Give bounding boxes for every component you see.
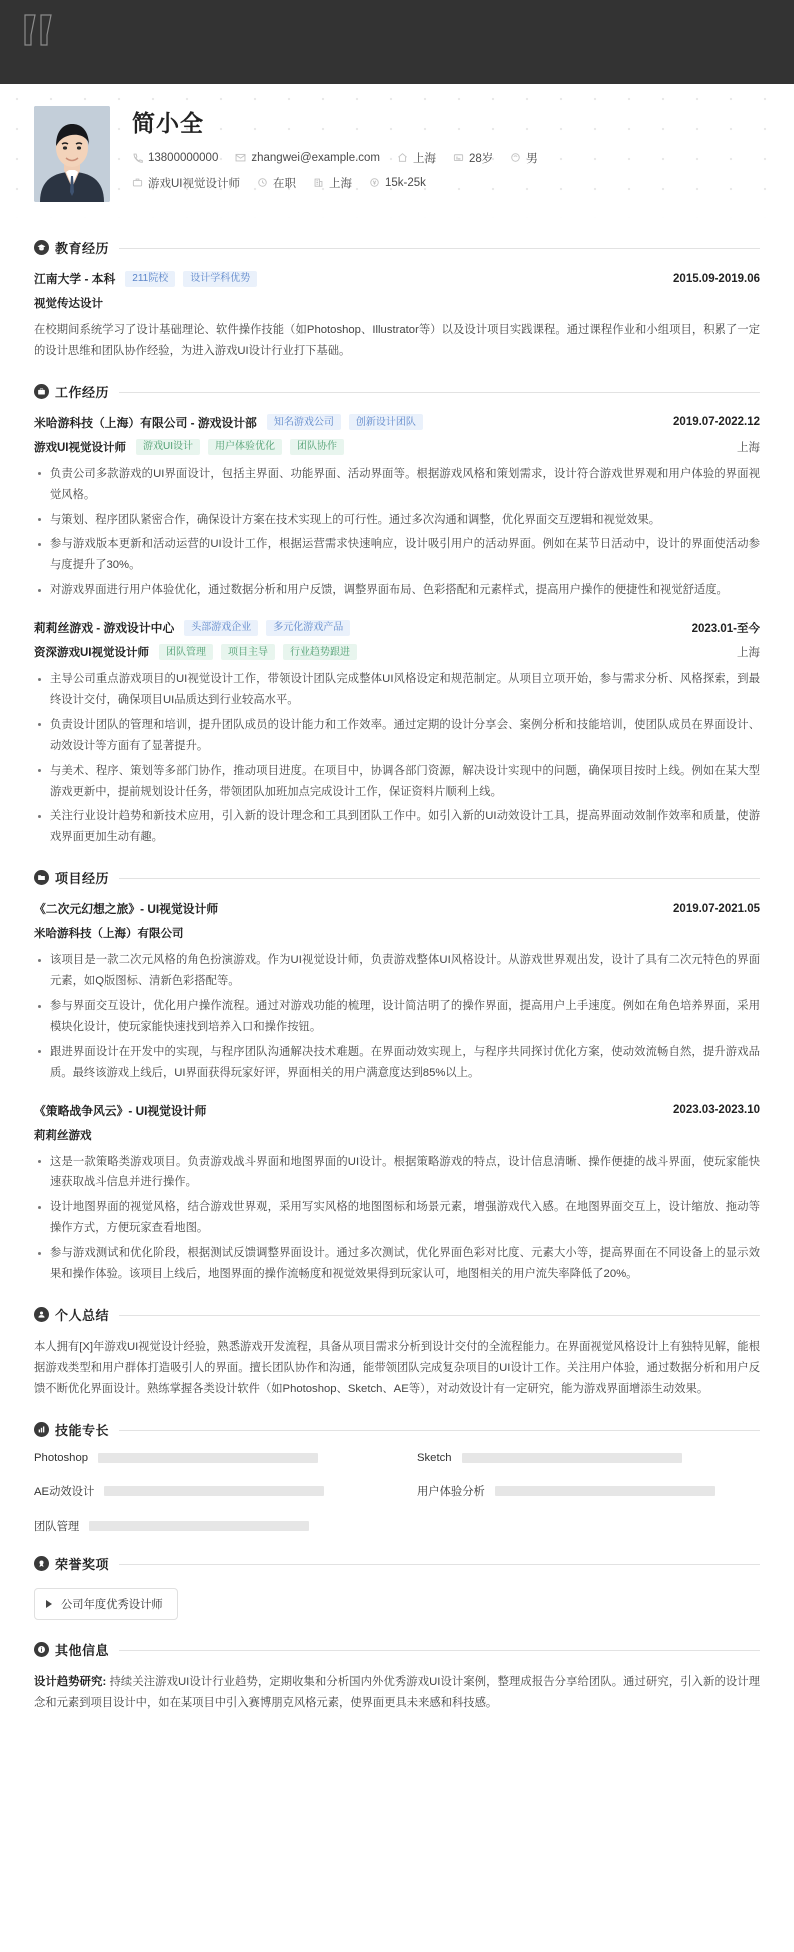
- education-entry: [34, 270, 760, 362]
- work-location: 上海: [737, 647, 760, 660]
- skill-item: [34, 1518, 377, 1534]
- quote-mark-icon: [22, 13, 60, 47]
- education-school: 江南大学 - 本科: [34, 272, 116, 286]
- award-icon: [34, 1556, 49, 1571]
- work-entry: [34, 619, 760, 848]
- project-bullet: 跟进界面设计在开发中的实现，与程序团队沟通解决技术难题。在界面动效实现上，与程序共同探讨优化方案，使动效流畅自然，提升游戏品质。最终该游戏上线后，UI界面获得玩家好评，界面相关的用户满意度达到85%以上。: [34, 1042, 760, 1084]
- work-bullet: 参与游戏版本更新和活动运营的UI设计工作，根据运营需求快速响应，设计吸引用户的活动界面。例如在某节日活动中，设计的界面使活动参与度提升了30%。: [34, 534, 760, 576]
- project-name: 《策略战争风云》- UI视觉设计师: [34, 1103, 207, 1118]
- profile-header: [0, 84, 794, 218]
- chart-icon: [34, 1422, 49, 1437]
- work-bullet: 对游戏界面进行用户体验优化，通过数据分析和用户反馈，调整界面布局、色彩搭配和元素样式，提高用户操作的便捷性和视觉舒适度。: [34, 580, 760, 601]
- work-bullet: 主导公司重点游戏项目的UI视觉设计工作，带领设计团队完成整体UI风格设定和规范制定。从项目立项开始，参与需求分析、风格探索，到最终设计交付，确保项目UI品质达到行业较高水平。: [34, 669, 760, 711]
- meta-status: [257, 175, 296, 191]
- work-role-tag: 行业趋势跟进: [283, 644, 357, 660]
- meta-hometown: [397, 150, 436, 166]
- gender-icon: [510, 152, 521, 163]
- work-tag: 多元化游戏产品: [266, 620, 350, 636]
- skill-progress-track: [462, 1453, 682, 1463]
- meta-position: [132, 175, 240, 191]
- work-role-tag: 团队管理: [159, 644, 213, 660]
- meta-city-value: 上海: [329, 177, 352, 190]
- meta-phone-value: 13800000000: [148, 151, 219, 164]
- section-rule: [119, 248, 760, 249]
- project-entry: [34, 900, 760, 1083]
- section-header-education: [34, 238, 760, 257]
- summary-text: 本人拥有[X]年游戏UI视觉设计经验，熟悉游戏开发流程，具备从项目需求分析到设计交付的全流程能力。在界面视觉风格设计上有独特见解，能根据游戏类型和用户群体打造吸引人的界面。擅长团队协作和沟通，能带领团队完成复杂项目的UI设计工作。关注用户体验，通过数据分析和用户反馈不断优化界面设计。熟练掌握各类设计软件（如Photoshop、Sketch、AE等），对动效设计有一定研究，能为游戏界面增添生动效果。: [34, 1340, 760, 1395]
- salary-icon: [369, 177, 380, 188]
- meta-salary: [369, 177, 426, 189]
- mail-icon: [235, 152, 246, 163]
- work-company: 米哈游科技（上海）有限公司 - 游戏设计部: [34, 415, 257, 430]
- briefcase-icon: [132, 177, 143, 188]
- skill-label: Photoshop: [34, 1451, 89, 1464]
- meta-age: [453, 150, 493, 166]
- section-rule: [119, 1430, 760, 1431]
- work-date: 2023.01-至今: [691, 622, 760, 635]
- project-bullet-list: [34, 1152, 760, 1285]
- skill-item: [34, 1483, 377, 1499]
- briefcase-icon: [34, 384, 49, 399]
- skill-progress-track: [104, 1486, 324, 1496]
- work-role-tag: 团队协作: [290, 439, 344, 455]
- top-banner: [0, 0, 794, 84]
- section-title-project: 项目经历: [55, 871, 110, 887]
- skill-label: 团队管理: [34, 1520, 80, 1533]
- work-entry: [34, 414, 760, 601]
- project-bullet: 这是一款策略类游戏项目。负责游戏战斗界面和地图界面的UI设计。根据策略游戏的特点，设计信息清晰、操作便捷的战斗界面，使玩家能快速获取战斗信息并进行操作。: [34, 1152, 760, 1194]
- meta-age-value: 28岁: [469, 152, 494, 165]
- work-tag: 头部游戏企业: [184, 620, 258, 636]
- section-title-other: 其他信息: [55, 1642, 110, 1658]
- skill-label: 用户体验分析: [417, 1485, 485, 1498]
- work-bullet: 负责公司多款游戏的UI界面设计，包括主界面、功能界面、活动界面等。根据游戏风格和策划需求，设计符合游戏世界观和用户体验的界面视觉风格。: [34, 464, 760, 506]
- section-header-other: [34, 1640, 760, 1659]
- meta-phone: [132, 152, 218, 164]
- work-bullet: 与策划、程序团队紧密合作，确保设计方案在技术实现上的可行性。通过多次沟通和调整，优化界面交互逻辑和视觉效果。: [34, 510, 760, 531]
- work-company: 莉莉丝游戏 - 游戏设计中心: [34, 621, 175, 636]
- project-date: 2019.07-2021.05: [673, 902, 760, 915]
- section-title-skills: 技能专长: [55, 1422, 110, 1438]
- project-entry: [34, 1102, 760, 1285]
- contact-meta-row-2: [132, 175, 555, 191]
- section-rule: [119, 1650, 760, 1651]
- work-tag: 创新设计团队: [349, 414, 423, 430]
- section-rule: [119, 392, 760, 393]
- other-info-label: 设计趋势研究:: [34, 1675, 107, 1688]
- project-date: 2023.03-2023.10: [673, 1104, 760, 1117]
- project-bullet: 该项目是一款二次元风格的角色扮演游戏。作为UI视觉设计师，负责游戏整体UI风格设计。从游戏世界观出发，设计了具有二次元特色的界面元素，如Q版图标、清新色彩搭配等。: [34, 950, 760, 992]
- section-title-work: 工作经历: [55, 384, 110, 400]
- avatar: [34, 106, 110, 202]
- work-tag: 知名游戏公司: [267, 414, 341, 430]
- project-bullet: 设计地图界面的视觉风格，结合游戏世界观，采用写实风格的地图图标和场景元素，增强游戏代入感。在地图界面交互上，设计缩放、拖动等操作方式，方便玩家查看地图。: [34, 1197, 760, 1239]
- honors-list: [34, 1586, 760, 1620]
- education-tag: 211院校: [125, 271, 175, 287]
- section-rule: [119, 1315, 760, 1316]
- meta-hometown-value: 上海: [413, 152, 437, 165]
- meta-email: [235, 152, 380, 164]
- meta-email-value: zhangwei@example.com: [251, 151, 381, 164]
- meta-gender-value: 男: [526, 152, 538, 165]
- meta-gender: [510, 150, 538, 166]
- id-card-icon: [453, 152, 464, 163]
- work-role-tag: 项目主导: [221, 644, 275, 660]
- status-icon: [257, 177, 268, 188]
- skill-item: [417, 1483, 760, 1499]
- project-company: 米哈游科技（上海）有限公司: [34, 928, 184, 941]
- other-info-text: 持续关注游戏UI设计行业趋势，定期收集和分析国内外优秀游戏UI设计案例，整理成报告分享给团队。通过研究，引入新的设计理念和元素到项目设计中，如在某项目中引入赛博朋克风格元素，使界面更具未来感和科技感。: [34, 1675, 760, 1709]
- work-role: 资深游戏UI视觉设计师: [34, 647, 149, 660]
- triangle-right-icon: [46, 1600, 52, 1608]
- project-bullet: 参与游戏测试和优化阶段，根据测试反馈调整界面设计。通过多次测试，优化界面色彩对比度、元素大小等，提高界面在不同设备上的显示效果和操作体验。该项目上线后，地图界面的操作流畅度和视觉效果得到玩家认可，地图相关的用户流失率降低了20%。: [34, 1243, 760, 1285]
- skill-progress-track: [89, 1521, 309, 1531]
- work-bullet: 负责设计团队的管理和培训，提升团队成员的设计能力和工作效率。通过定期的设计分享会、案例分析和技能培训，使团队成员在界面设计、动效设计等方面有了显著提升。: [34, 715, 760, 757]
- skills-grid: [34, 1452, 760, 1534]
- education-major: 视觉传达设计: [34, 298, 103, 310]
- contact-meta-row-1: [132, 150, 555, 166]
- section-header-skills: [34, 1420, 760, 1439]
- skill-progress-track: [495, 1486, 715, 1496]
- section-rule: [119, 1564, 760, 1565]
- honor-label: 公司年度优秀设计师: [61, 1598, 163, 1611]
- skill-item: [417, 1452, 760, 1464]
- project-bullet-list: [34, 950, 760, 1083]
- section-title-honors: 荣誉奖项: [55, 1556, 110, 1572]
- work-role-tag: 用户体验优化: [208, 439, 282, 455]
- education-description: 在校期间系统学习了设计基础理论、软件操作技能（如Photoshop、Illustrator等）以及设计项目实践课程。通过课程作业和小组项目，积累了一定的设计思维和团队协作经验，为进入游戏UI设计行业打下基础。: [34, 324, 760, 357]
- section-header-summary: [34, 1305, 760, 1324]
- section-header-honors: [34, 1554, 760, 1573]
- section-title-education: 教育经历: [55, 241, 110, 256]
- work-bullet-list: [34, 669, 760, 848]
- education-date: 2015.09-2019.06: [673, 272, 760, 285]
- section-title-summary: 个人总结: [55, 1307, 110, 1323]
- meta-city: [313, 175, 352, 191]
- project-name: 《二次元幻想之旅》- UI视觉设计师: [34, 902, 219, 917]
- honor-chip[interactable]: [34, 1588, 178, 1620]
- building-icon: [313, 177, 324, 188]
- work-bullet: 与美术、程序、策划等多部门协作，推动项目进度。在项目中，协调各部门资源，解决设计实现中的问题，确保项目按时上线。例如在某大型游戏更新中，提前规划设计任务，带领团队加班加点完成设计工作，保证资料片顺利上线。: [34, 761, 760, 803]
- meta-position-value: 游戏UI视觉设计师: [148, 177, 240, 190]
- phone-icon: [132, 152, 143, 163]
- section-header-project: [34, 868, 760, 887]
- work-location: 上海: [737, 441, 760, 454]
- folder-icon: [34, 870, 49, 885]
- work-bullet-list: [34, 464, 760, 601]
- meta-salary-value: 15k-25k: [385, 176, 426, 189]
- project-company: 莉莉丝游戏: [34, 1129, 92, 1142]
- section-header-work: [34, 382, 760, 401]
- meta-status-value: 在职: [273, 177, 296, 190]
- other-info-item: [34, 1672, 760, 1714]
- person-icon: [34, 1307, 49, 1322]
- education-tag: 设计学科优势: [183, 271, 257, 287]
- work-role-tag: 游戏UI设计: [136, 439, 200, 455]
- page-title: 简小全: [132, 110, 204, 136]
- info-icon: [34, 1642, 49, 1657]
- graduation-cap-icon: [34, 240, 49, 255]
- section-rule: [119, 878, 760, 879]
- work-role: 游戏UI视觉设计师: [34, 441, 126, 454]
- work-bullet: 关注行业设计趋势和新技术应用，引入新的设计理念和工具到团队工作中。如引入新的UI动效设计工具，提高界面动效制作效率和质量，使游戏界面更加生动有趣。: [34, 806, 760, 848]
- skill-label: AE动效设计: [34, 1485, 95, 1498]
- skill-item: [34, 1452, 377, 1464]
- skill-progress-track: [98, 1453, 318, 1463]
- home-icon: [397, 152, 408, 163]
- project-bullet: 参与界面交互设计，优化用户操作流程。通过对游戏功能的梳理，设计简洁明了的操作界面，提高用户上手速度。例如在角色培养界面，采用模块化设计，使玩家能快速找到培养入口和操作按钮。: [34, 996, 760, 1038]
- work-date: 2019.07-2022.12: [673, 416, 760, 429]
- skill-label: Sketch: [417, 1451, 452, 1464]
